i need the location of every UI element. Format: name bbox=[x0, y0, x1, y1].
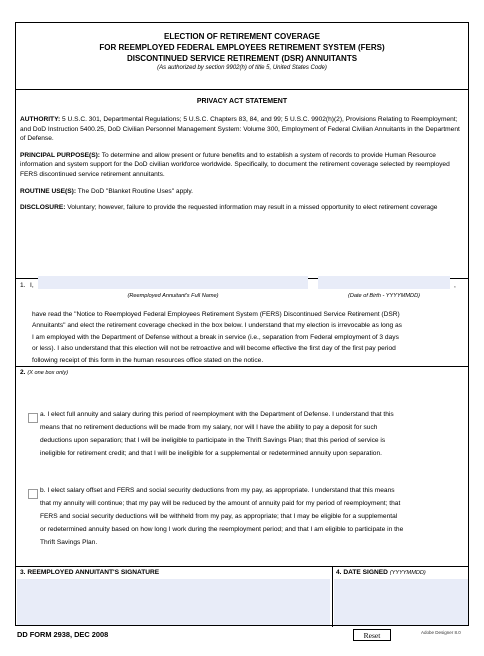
form-title-line-1: ELECTION OF RETIREMENT COVERAGE bbox=[163, 32, 320, 41]
form-title-line-2: FOR REEMPLOYED FEDERAL EMPLOYEES RETIREMENT SYSTEM (FERS) bbox=[99, 43, 385, 52]
option-b-line: or redetermined annuity based on how long I work during the reemployment period; and that I am eligible to participate in the bbox=[40, 526, 404, 533]
routine-text: The DoD "Blanket Routine Uses" apply. bbox=[76, 187, 194, 195]
section-1-number: 1. bbox=[20, 282, 26, 289]
section-1-statement bbox=[32, 309, 470, 366]
privacy-routine-use bbox=[16, 187, 468, 197]
date-format: (YYYYMMDD) bbox=[389, 570, 426, 576]
disclosure-text: Voluntary; however, failure to provide the requested information may result in a missed opportunity to elect retirement coverage bbox=[65, 204, 438, 212]
dob-caption: (Date of Birth - YYYYMMDD) bbox=[347, 293, 420, 299]
reset-button[interactable]: Reset bbox=[353, 629, 391, 641]
form-frame bbox=[15, 22, 469, 626]
option-b-text bbox=[40, 484, 403, 549]
option-b-checkbox[interactable] bbox=[28, 489, 38, 499]
section-2-note: (X one box only) bbox=[27, 370, 69, 376]
divider bbox=[16, 566, 468, 567]
name-caption: (Reemployed Annuitant's Full Name) bbox=[127, 293, 219, 299]
statement-line: have read the "Notice to Reemployed Federal Employees Retirement System (FERS) Discontinued Service Retirement (DSR) bbox=[32, 311, 400, 318]
option-a-text bbox=[40, 408, 394, 460]
disclosure-label: DISCLOSURE: bbox=[20, 204, 66, 212]
form-number: DD FORM 2938, DEC 2008 bbox=[17, 630, 109, 639]
statement-line: following receipt of this form in the human resources office stated on the notice. bbox=[32, 356, 264, 364]
column-divider bbox=[332, 566, 333, 627]
date-signed-label: 4. DATE SIGNED bbox=[336, 569, 388, 576]
comma: , bbox=[454, 282, 456, 289]
date-of-birth-field[interactable] bbox=[318, 276, 450, 289]
section-2-header bbox=[20, 369, 68, 376]
authority-text: 5 U.S.C. 301, Departmental Regulations; 5 U.S.C. Chapters 83, 84, and 99; 5 U.S.C. 9902(h)(2), Provisions Relating to Reemployment; and DoD Instruction 5400.25, DoD Civilian Personnel Management System: Volume 300, Employment of Federal Civilian Annuitants in the Department of Defense. bbox=[20, 116, 460, 143]
option-a-line: deductions upon separation; that I will be ineligible to participate in the Thrift Savings Plan; that this period of service is bbox=[40, 437, 386, 444]
purpose-text: To determine and allow present or future benefits and to establish a system of records to provide Human Resource information and system support for the DoD civilian workforce worldwide. Specifically, to document the retirement coverage selected by reemployed FERS discontinued service retirement annuitants. bbox=[20, 151, 450, 178]
option-b-line: b. I elect salary offset and FERS and social security deductions from my pay, as appropriate. I understand that this means bbox=[40, 487, 395, 494]
privacy-heading: PRIVACY ACT STATEMENT bbox=[196, 98, 288, 105]
option-b-line: FERS and social security deductions will be withheld from my pay, as appropriate; that I may be eligible for a supplemental bbox=[40, 513, 398, 520]
authority-note: (As authorized by section 9902(h) of title 5, United States Code) bbox=[157, 65, 327, 71]
option-a-line: means that no retirement deductions will be made from my salary, nor will I have the ability to pay a deposit for such bbox=[40, 424, 378, 431]
software-label: Adobe Designer 8.0 bbox=[421, 630, 461, 635]
statement-line: Annuitants" and elect the retirement coverage checked in the box below. I understand that my election is irrevocable as long as bbox=[32, 322, 402, 330]
section-1-prefix: I, bbox=[30, 282, 34, 289]
privacy-disclosure bbox=[16, 203, 468, 213]
signature-field[interactable] bbox=[17, 579, 330, 625]
purpose-label: PRINCIPAL PURPOSE(S): bbox=[20, 151, 100, 159]
option-a-checkbox[interactable] bbox=[28, 413, 38, 423]
divider bbox=[16, 366, 468, 367]
statement-line: or less). I also understand that this election will not be retroactive and will become effective the first day of the first pay period bbox=[32, 345, 396, 353]
annuitant-name-field[interactable] bbox=[38, 276, 308, 289]
option-a-line: a. I elect full annuity and salary during this period of reemployment with the Department of Defense. I understand that this bbox=[40, 411, 394, 418]
option-b-line: Thrift Savings Plan. bbox=[40, 539, 98, 546]
routine-label: ROUTINE USE(S): bbox=[20, 187, 77, 195]
form-title-line-3: DISCONTINUED SERVICE RETIREMENT (DSR) ANNUITANTS bbox=[126, 54, 358, 63]
form-header bbox=[16, 31, 468, 73]
option-a-line: ineligible for retirement credit; and that I will be ineligible for a supplemental or redetermined annuity upon separation. bbox=[40, 450, 382, 457]
option-b-line: that my annuity will continue; that my pay will be reduced by the amount of annuity paid for my period of reemployment; that bbox=[40, 500, 401, 507]
privacy-act-section bbox=[16, 96, 468, 213]
privacy-purpose bbox=[16, 151, 468, 180]
signature-label: 3. REEMPLOYED ANNUITANT'S SIGNATURE bbox=[20, 569, 160, 576]
divider bbox=[16, 89, 468, 90]
section-2-number: 2. bbox=[20, 369, 26, 376]
statement-line: I am employed with the Department of Defense without a break in service (i.e., separation from Federal employment of 3 days bbox=[32, 333, 399, 341]
date-signed-field[interactable] bbox=[334, 579, 468, 625]
privacy-authority bbox=[16, 115, 468, 144]
date-signed-header bbox=[336, 569, 426, 576]
authority-label: AUTHORITY: bbox=[20, 116, 61, 123]
